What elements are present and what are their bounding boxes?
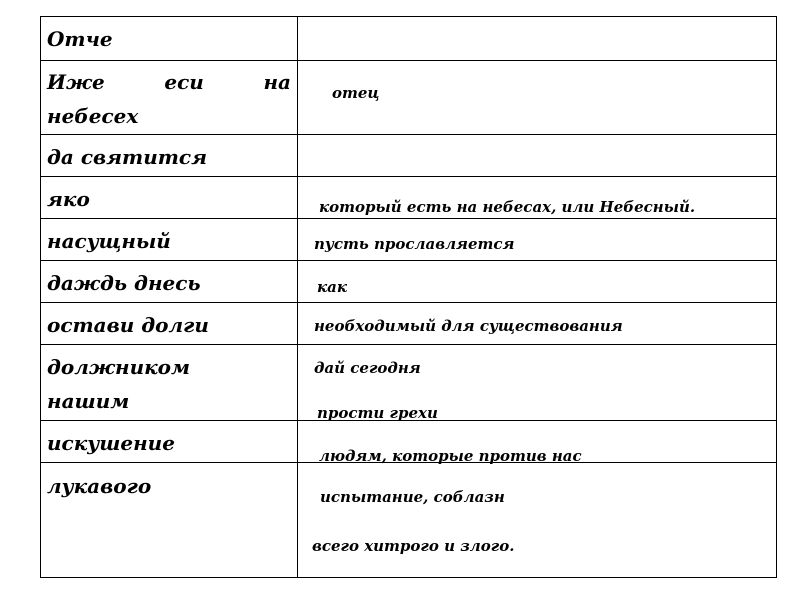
term-da-svyatitsya: да святится	[47, 145, 208, 169]
term-word: еси	[164, 70, 204, 94]
meaning-khitrogo: всего хитрого и злого.	[312, 537, 515, 555]
row-divider	[40, 260, 777, 261]
term-yako: яко	[47, 187, 90, 211]
column-divider	[297, 16, 298, 578]
term-dolzhnikom-line1: должником	[47, 355, 191, 379]
meaning-neobkhodimy: необходимый для существования	[314, 317, 623, 335]
term-word: на	[263, 70, 291, 94]
meaning-kak: как	[317, 278, 348, 296]
meaning-prosti-grekhi: прости грехи	[317, 404, 438, 422]
term-iskushenie: искушение	[47, 431, 175, 455]
term-otche: Отче	[47, 27, 113, 51]
row-divider	[40, 218, 777, 219]
term-lukavogo: лукавого	[47, 474, 152, 498]
term-izhe-esi-line2: небесех	[47, 104, 139, 128]
term-nasushchny: насущный	[47, 229, 171, 253]
meaning-lyudyam: людям, которые против нас	[319, 447, 582, 465]
row-divider	[40, 134, 777, 135]
row-divider	[40, 176, 777, 177]
row-divider	[40, 344, 777, 345]
term-word: Иже	[47, 70, 105, 94]
meaning-ispytanie: испытание, соблазн	[320, 488, 505, 506]
term-izhe-esi-line1	[47, 70, 291, 94]
row-divider	[40, 302, 777, 303]
meaning-proslavlyaetsya: пусть прославляется	[314, 235, 515, 253]
meaning-dai-segodnya: дай сегодня	[314, 359, 421, 377]
row-divider	[40, 60, 777, 61]
term-ostavi-dolgi: остави долги	[47, 313, 209, 337]
term-dolzhnikom-line2: нашим	[47, 389, 130, 413]
meaning-nebesny: который есть на небесах, или Небесный.	[319, 198, 696, 216]
meaning-otets: отец	[332, 84, 380, 102]
term-dazhd-dnes: даждь днесь	[47, 271, 201, 295]
